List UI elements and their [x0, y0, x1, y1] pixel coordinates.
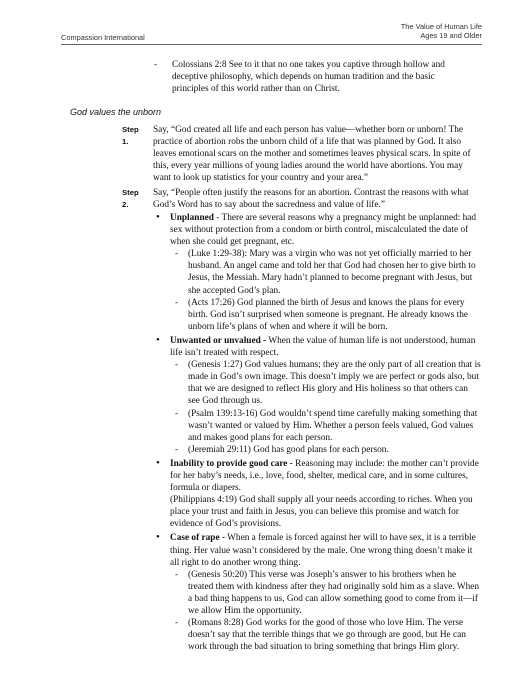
header-title-block	[401, 22, 482, 40]
verse-text: (Genesis 1:27) God values humans; they are the only part of all creation that is made in God’s own image. This doesn’t imply we are perfect or gods also, but that we are designed to reflect His glory and His holiness so that others can see God through us.	[188, 360, 481, 407]
reason-heading: Unwanted or unvalued -	[170, 335, 267, 346]
verse-text: (Psalm 139:13-16) God wouldn’t spend time carefully making something that wasn’t wanted or valued by Him. Whether a person feels valued, God values and makes good plans for each person.	[188, 408, 478, 443]
reason-case-of-rape	[156, 531, 482, 653]
header-age-group: Ages 19 and Older	[420, 31, 482, 40]
section-title: God values the unborn	[70, 107, 162, 117]
step-1-text: Say, “God created all life and each person has value—whether born or unborn! The practice of abortion robs the unborn child of a life that was planned by God. It also leaves emotional scars on the mother and sometimes leaves physical scars. In spite of this, every year millions of young ladies around the world have abortions. You may want to look up statistics for your country and your area.”	[153, 125, 471, 184]
verse-text: (Acts 17:26) God planned the birth of Jesus and knows the plans for every birth. God isn’t surprised when someone is pregnant. He already knows the unborn life’s plans of when and where it will be born.	[188, 297, 468, 332]
list-item: - (Psalm 139:13-16) God wouldn’t spend time carefully making something that wasn’t wanted or valued by Him. Whether a person feels valued, God values and makes good plans for each person.	[175, 408, 478, 443]
reason-body: - There are several reasons why a pregnancy might be unplanned: had sex without protection from a condom or birth control, miscalculated the date of when she could get pregnant, etc.	[170, 213, 477, 248]
reasons-list	[156, 211, 482, 653]
top-quote	[154, 59, 472, 95]
reason-body: Reasoning may include: the mother can’t provide for her baby’s needs, i.e., love, food, shelter, medical care, and in some cultures, formula or diapers.	[170, 458, 479, 494]
bullet-icon: •	[156, 211, 160, 223]
list-item: - (Acts 17:26) God planned the birth of Jesus and knows the plans for every birth. God isn’t surprised when someone is pregnant. He already knows the unborn life’s plans of when and where it will be born.	[175, 297, 468, 332]
reason-unplanned	[156, 211, 482, 333]
list-item: - (Genesis 1:27) God values humans; they are the only part of all creation that is made in God’s own image. This doesn’t imply we are perfect or gods also, but that we are designed to reflect His glory and His holiness so that others can see God through us.	[175, 360, 481, 407]
bullet-icon: •	[156, 456, 160, 469]
step-1-label: Step 1.	[122, 125, 139, 147]
bullet-icon: •	[156, 333, 160, 346]
bullet-icon: •	[156, 531, 160, 544]
reason-body: When the value of human life is not understood, human life isn’t treated with respect.	[170, 335, 476, 359]
list-item: - (Romans 8:28) God works for the good of those who love Him. The verse doesn’t say that the terrible things that we go through are good, but He can work through the bad situation to bring something that brings Him glory.	[175, 618, 466, 653]
verse-text: (Romans 8:28) God works for the good of those who love Him. The verse doesn’t say that the terrible things that we go through are good, but He can work through the bad situation to bring something that brings Him glory.	[188, 618, 466, 653]
reason-heading: Case of rape -	[170, 533, 225, 544]
list-item: - (Luke 1:29-38): Mary was a virgin who was not yet officially married to her husband. An angel came and told her that God had chosen her to give birth to Jesus, the Messiah. Mary hadn’t planned to become pregnant with Jesus, but she accepted God’s plan.	[175, 249, 476, 296]
list-item: - (Jeremiah 29:11) God has good plans for each person.	[175, 444, 389, 455]
quote-dash: -	[154, 60, 158, 70]
header-rule	[61, 44, 482, 45]
reason-heading: Inability to provide good care -	[170, 458, 293, 469]
verse-text: (Genesis 50:20) This verse was Joseph’s answer to his brothers when he treated them with kindness after they had originally sold him as a slave. When a bad thing happens to us, God can allow something good to come from it—if we allow Him the opportunity.	[188, 569, 480, 616]
header-title: The Value of Human Life	[400, 22, 482, 31]
verse-text: (Philippians 4:19) God shall supply all your needs according to riches. When you place your trust and faith in Jesus, you can believe this promise and watch for evidence of God’s provisions.	[170, 495, 473, 530]
verse-text: (Luke 1:29-38): Mary was a virgin who was not yet officially married to her husband. An angel came and told her that God had chosen her to give birth to Jesus, the Messiah. Mary hadn’t planned to become pregnant with Jesus, but she accepted God’s plan.	[188, 249, 476, 296]
verse-text: (Jeremiah 29:11) God has good plans for each person.	[188, 444, 389, 455]
step-2-label: Step 2.	[122, 188, 139, 210]
top-quote-text: Colossians 2:8 See to it that no one takes you captive through hollow and deceptive philosophy, which depends on human tradition and the basic principles of this world rather than on Christ.	[172, 60, 445, 95]
list-item: - (Genesis 50:20) This verse was Joseph’s answer to his brothers when he treated them with kindness after they had originally sold him as a slave. When a bad thing happens to us, God can allow something good to come from it—if we allow Him the opportunity.	[175, 569, 480, 616]
reason-inability-to-provide	[156, 456, 482, 531]
reason-unwanted	[156, 333, 482, 456]
reason-body: When a female is forced against her will to have sex, it is a terrible thing. Her value wasn’t considered by the male. One wrong thing doesn’t make it all right to do another wrong thing.	[170, 533, 476, 568]
reason-heading: Unplanned	[170, 213, 214, 223]
header-organization: Compassion International	[61, 33, 145, 42]
step-2-text: Say, “People often justify the reasons for an abortion. Contrast the reasons with what God’s Word has to say about the sacredness and value of life.”	[153, 188, 469, 211]
